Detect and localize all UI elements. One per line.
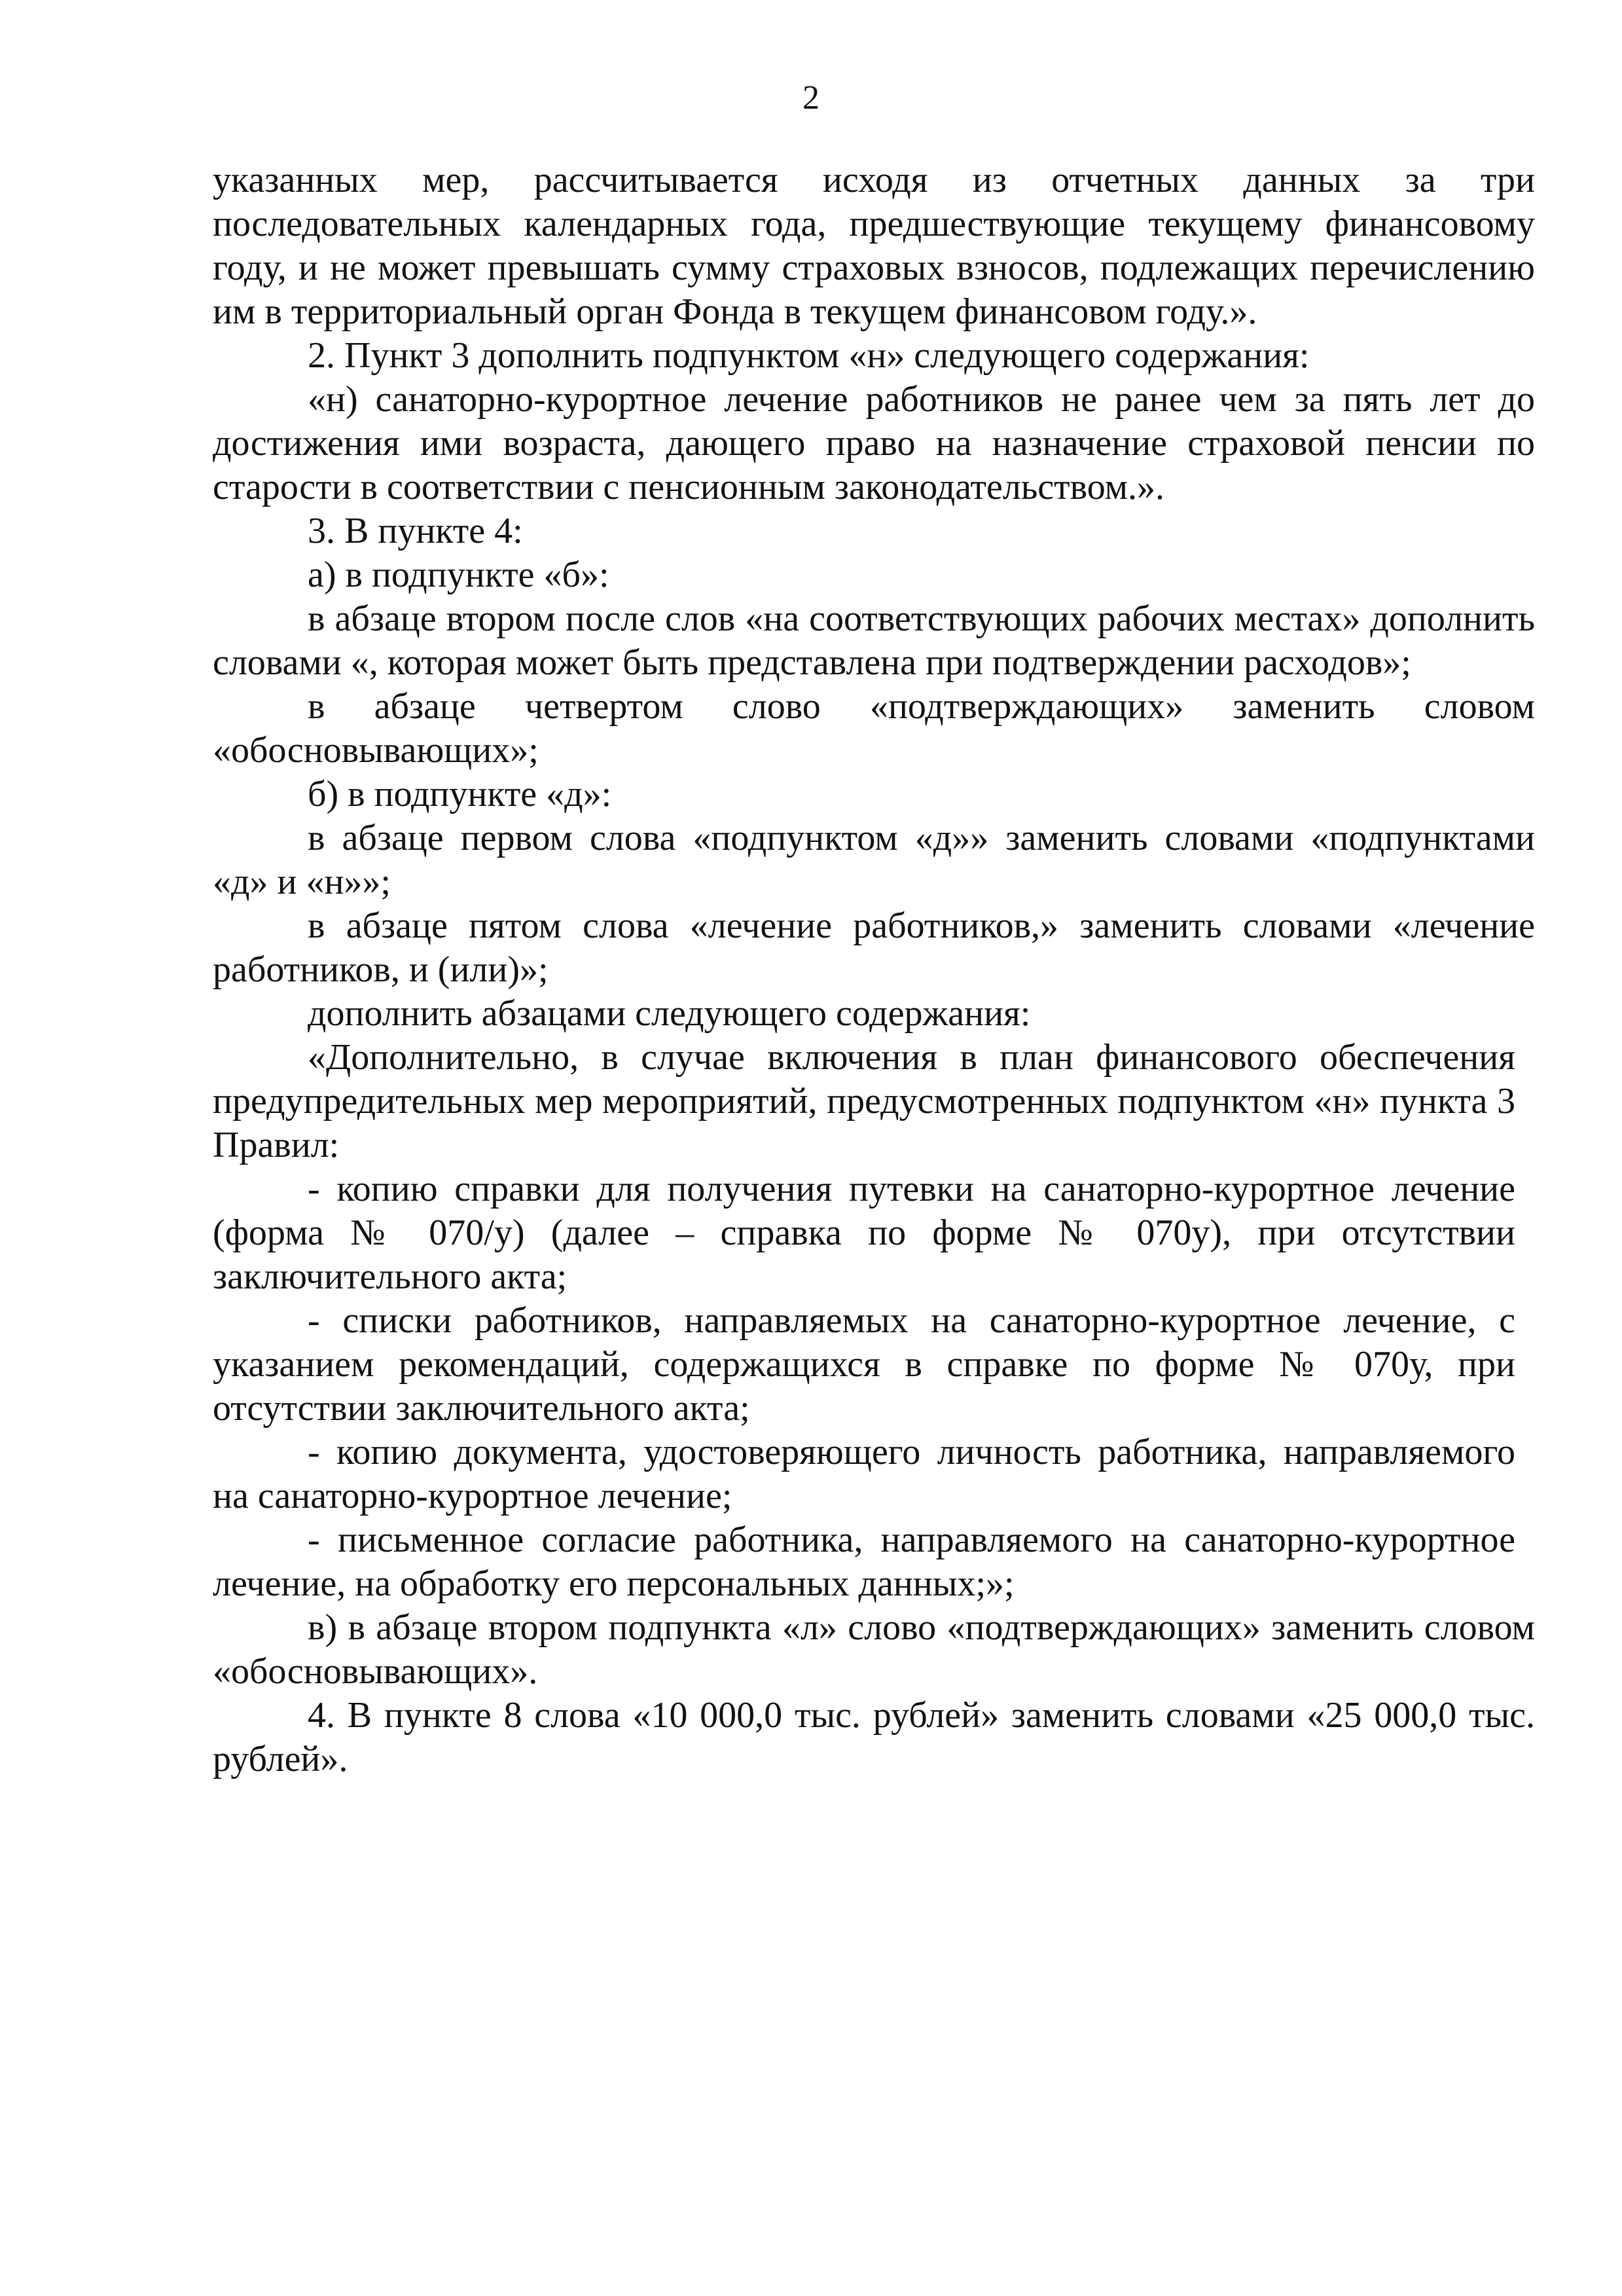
paragraph-item-4: 4. В пункте 8 слова «10 000,0 тыс. рублей» заменить словами «25 000,0 тыс. рублей». — [213, 1695, 1535, 1779]
list-item: - копию справки для получения путевки на санаторно-курортное лечение (форма № 070/у) (далее – справка по форме № 070у), при отсутствии заключительного акта; — [213, 1169, 1515, 1297]
paragraph-subitem-v: в) в абзаце втором подпункта «л» слово «подтверждающих» заменить словом «обосновывающих». — [213, 1607, 1535, 1692]
list-item: - копию документа, удостоверяющего личность работника, направляемого на санаторно-курортное лечение; — [213, 1432, 1515, 1516]
document-body — [213, 158, 1535, 1781]
paragraph-text: в абзаце втором после слов «на соответствующих рабочих местах» дополнить словами «, которая может быть представлена при подтверждении расходов»; — [213, 598, 1535, 683]
paragraph-subitem-a: а) в подпункте «б»: — [308, 555, 609, 595]
paragraph-quote: «Дополнительно, в случае включения в план финансового обеспечения предупредительных мер мероприятий, предусмотренных подпунктом «н» пункта 3 Правил: — [213, 1037, 1515, 1165]
paragraph-item-3: 3. В пункте 4: — [308, 511, 523, 551]
list-item: - списки работников, направляемых на санаторно-курортное лечение, с указанием рекомендаций, содержащихся в справке по форме № 070у, при отсутствии заключительного акта; — [213, 1300, 1515, 1429]
paragraph-subitem-n: «н) санаторно-курортное лечение работников не ранее чем за пять лет до достижения ими возраста, дающего право на назначение страховой пенсии по старости в соответствии с пенсионным законодательством.». — [213, 379, 1535, 507]
paragraph-text: в абзаце пятом слова «лечение работников,» заменить словами «лечение работников, и (или)»; — [213, 905, 1535, 990]
paragraph-subitem-b: б) в подпункте «д»: — [308, 774, 612, 814]
paragraph-item-2: 2. Пункт 3 дополнить подпунктом «н» следующего содержания: — [308, 335, 1310, 376]
paragraph-text: дополнить абзацами следующего содержания: — [308, 993, 1031, 1034]
page-number: 2 — [802, 79, 820, 117]
paragraph-text: в абзаце первом слова «подпунктом «д»» заменить словами «подпунктами «д» и «н»»; — [213, 818, 1535, 902]
paragraph-continuation: указанных мер, рассчитывается исходя из отчетных данных за три последовательных календарных года, предшествующие текущему финансовому году, и не может превышать сумму страховых взносов, подлежащих перечислению им в территориальный орган Фонда в текущем финансовом году.». — [213, 160, 1535, 332]
list-item: - письменное согласие работника, направляемого на санаторно-курортное лечение, на обработку его персональных данных;»; — [213, 1520, 1515, 1604]
paragraph-text: в абзаце четвертом слово «подтверждающих» заменить словом «обосновывающих»; — [213, 686, 1535, 771]
